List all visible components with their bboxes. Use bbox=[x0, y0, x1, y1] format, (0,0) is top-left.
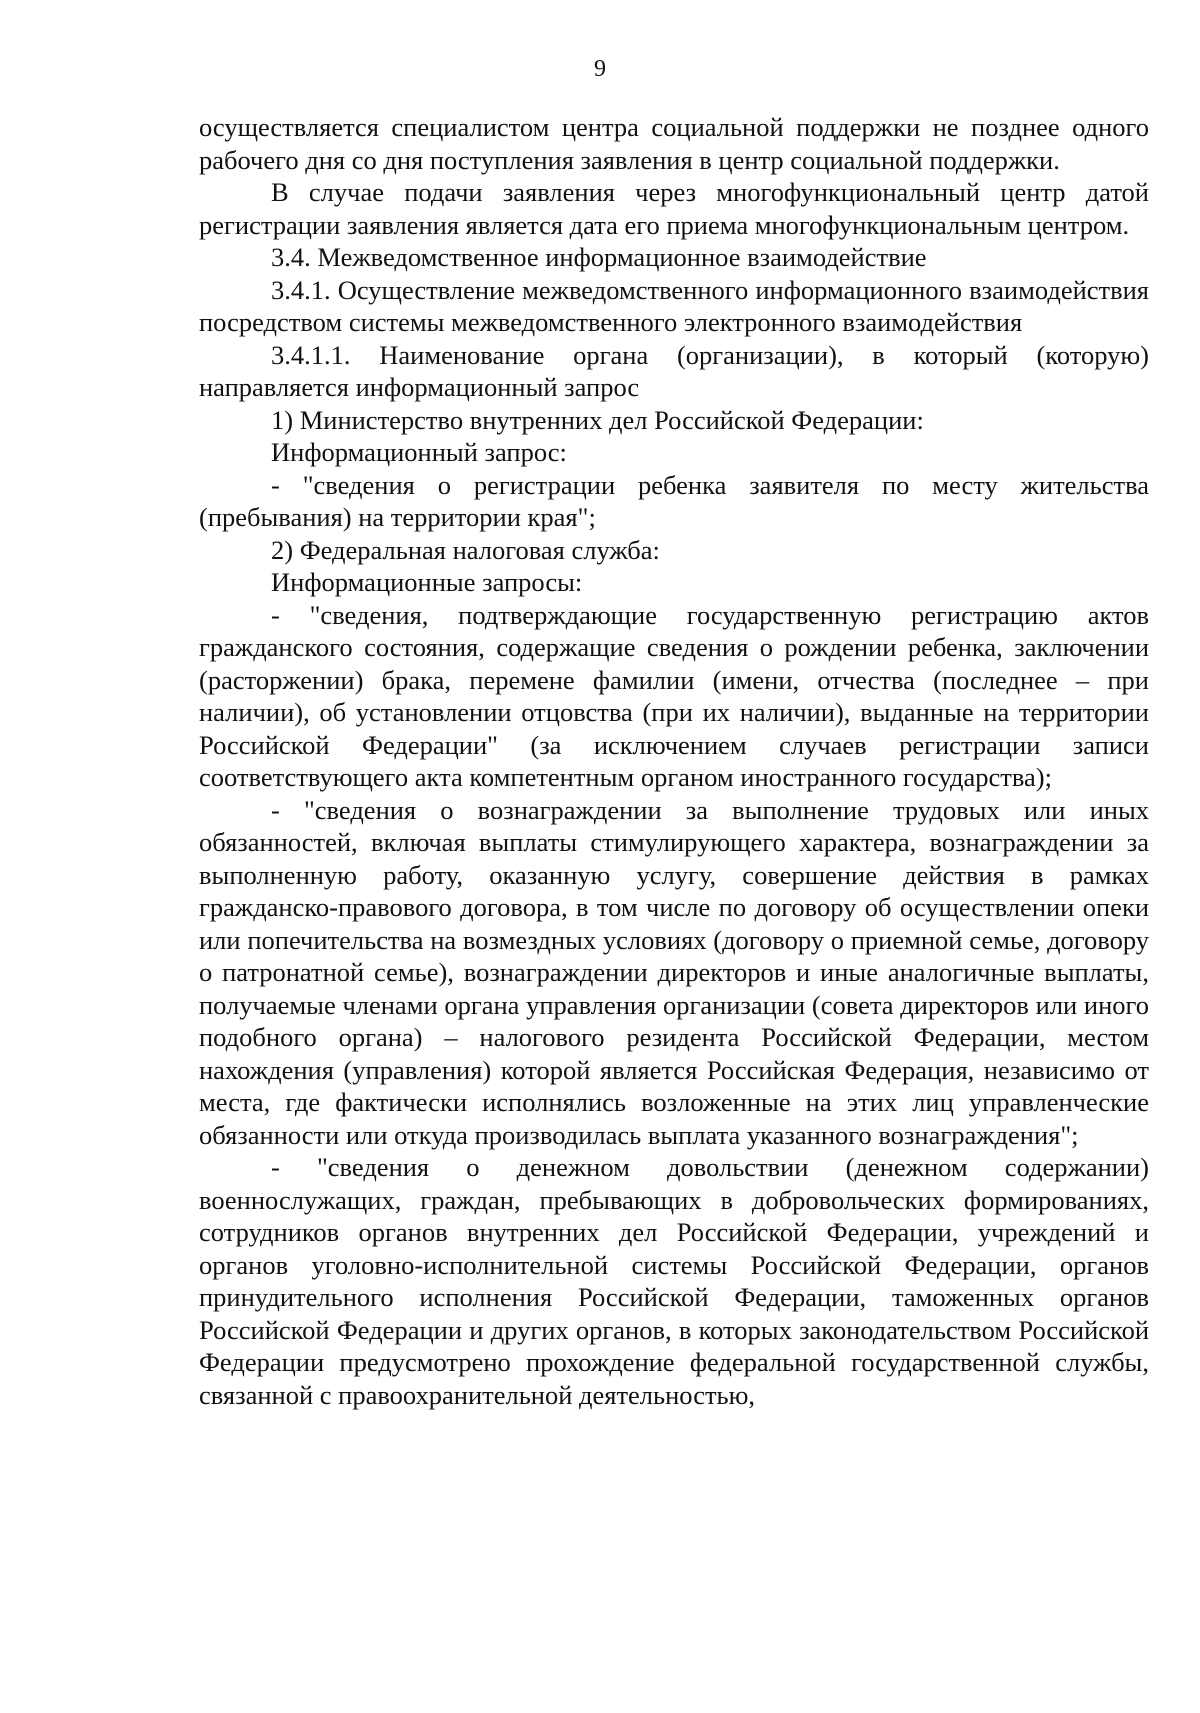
list-item-mvd: 1) Министерство внутренних дел Российской Федерации: bbox=[271, 404, 924, 435]
document-body bbox=[199, 111, 1149, 1411]
request-item-civil-acts: - "сведения, подтверждающие государственную регистрацию актов гражданского состояния, содержащие сведения о рождении ребенка, заключении (расторжении) брака, перемене фамилии (имени, отчества (последнее – при наличии), об установлении отцовства (при их наличии), выданные на территории Российской Федерации" (за исключением случаев регистрации записи соответствующего акта компетентным органом иностранного государства); bbox=[199, 599, 1149, 792]
section-heading-3-4: 3.4. Межведомственное информационное взаимодействие bbox=[271, 242, 927, 272]
paragraph-mfc-registration: В случае подачи заявления через многофункциональный центр датой регистрации заявления является дата его приема многофункциональным центром. bbox=[199, 177, 1149, 240]
request-item-remuneration: - "сведения о вознаграждении за выполнение трудовых или иных обязанностей, включая выплаты стимулирующего характера, вознаграждении за выполненную работу, оказанную услугу, совершение действия в рамках гражданско-правового договора, в том числе по договору об осуществлении опеки или попечительства на возмездных условиях (договору о приемной семье, договору о патронатной семье), вознаграждении директоров и иные аналогичные выплаты, получаемые членами органа управления организации (совета директоров или иного подобного органа) – налогового резидента Российской Федерации, местом нахождения (управления) которой является Российская Федерация, независимо от места, где фактически исполнялись возложенные на этих лиц управленческие обязанности или откуда производилась выплата указанного вознаграждения"; bbox=[199, 794, 1149, 1150]
request-item-residence: - "сведения о регистрации ребенка заявителя по месту жительства (пребывания) на территории края"; bbox=[199, 469, 1149, 532]
page-number: 9 bbox=[594, 56, 606, 82]
label-info-requests: Информационные запросы: bbox=[271, 567, 583, 597]
paragraph-continuation: осуществляется специалистом центра социальной поддержки не позднее одного рабочего дня со дня поступления заявления в центр социальной поддержки. bbox=[199, 112, 1149, 175]
section-heading-3-4-1-1: 3.4.1.1. Наименование органа (организации), в который (которую) направляется информационный запрос bbox=[199, 339, 1149, 402]
label-info-request: Информационный запрос: bbox=[271, 437, 567, 467]
list-item-fns: 2) Федеральная налоговая служба: bbox=[271, 534, 660, 565]
section-heading-3-4-1: 3.4.1. Осуществление межведомственного информационного взаимодействия посредством системы межведомственного электронного взаимодействия bbox=[199, 274, 1149, 337]
request-item-allowance: - "сведения о денежном довольствии (денежном содержании) военнослужащих, граждан, пребывающих в добровольческих формированиях, сотрудников органов внутренних дел Российской Федерации, учреждений и органов уголовно-исполнительной системы Российской Федерации, органов принудительного исполнения Российской Федерации, таможенных органов Российской Федерации и других органов, в которых законодательством Российской Федерации предусмотрено прохождение федеральной государственной службы, связанной с правоохранительной деятельностью, bbox=[199, 1152, 1149, 1410]
